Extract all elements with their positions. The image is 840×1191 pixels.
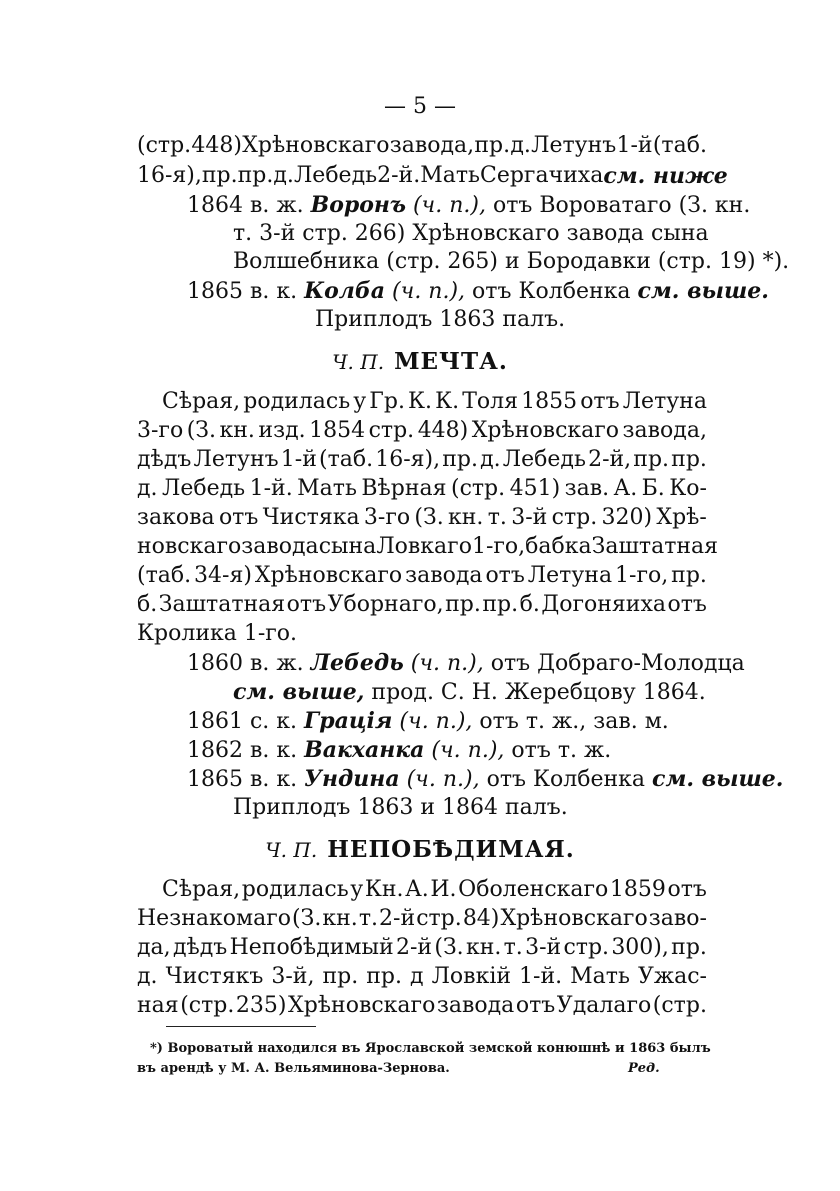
text-line: см. выше, прод. С. Н. Жеребцову 1864. bbox=[233, 679, 706, 705]
text-line: д. Лебедь 1-й. Мать Вѣрная (стр. 451) зав. А. Б. Ко- bbox=[137, 476, 707, 501]
foal-entry: 1864 в. ж. Воронъ (ч. п.), отъ Вороватаго (З. кн. bbox=[187, 192, 751, 218]
text-line: дѣдъ Летунъ 1-й (таб. 16-я), пр. д. Лебедь 2-й, пр. пр. bbox=[137, 447, 707, 472]
section-heading: Ч. П. МЕЧТА. bbox=[332, 348, 508, 375]
text-line: закова отъ Чистяка 3-го (З. кн. т. 3-й стр. 320) Хрѣ- bbox=[137, 505, 707, 530]
text-line: 3-го (З. кн. изд. 1854 стр. 448) Хрѣновскаго завода, bbox=[137, 418, 707, 443]
text-line: новскаго завода сына Ловкаго 1-го, бабка Заштатная bbox=[137, 534, 719, 559]
text-line: Волшебника (стр. 265) и Бородавки (стр. 19) *). bbox=[233, 249, 790, 274]
foal-entry: 1865 в. к. Ундина (ч. п.), отъ Колбенка см. выше. bbox=[187, 766, 784, 792]
foal-entry: 1862 в. к. Вакханка (ч. п.), отъ т. ж. bbox=[187, 737, 612, 763]
text-line: Сѣрая, родилась у Кн. А. И. Оболенскаго 1859 отъ bbox=[162, 877, 707, 902]
footnote-line: *) Вороватый находился въ Ярославской земской конюшнѣ и 1863 былъ bbox=[150, 1041, 711, 1056]
footnote-editor-mark: Ред. bbox=[628, 1061, 660, 1076]
foal-name: Грація bbox=[304, 708, 393, 734]
text-line: Кролика 1-го. bbox=[137, 621, 298, 646]
footnote-divider bbox=[166, 1026, 316, 1027]
foal-entry: 1860 в. ж. Лебедь (ч. п.), отъ Добраго-Молодца bbox=[187, 650, 745, 676]
foal-entry: 1861 с. к. Грація (ч. п.), отъ т. ж., зав. м. bbox=[187, 708, 669, 734]
text-line: д. Чистякъ 3-й, пр. пр. д Ловкій 1-й. Мать Ужас- bbox=[137, 964, 707, 989]
litter-note: Приплодъ 1863 и 1864 палъ. bbox=[233, 795, 568, 820]
text-line: (таб. 34-я) Хрѣновскаго завода отъ Летуна 1-го, пр. bbox=[137, 563, 707, 588]
text-line: Сѣрая, родилась у Гр. К. К. Толя 1855 отъ Летуна bbox=[162, 389, 707, 414]
text-line: т. 3-й стр. 266) Хрѣновскаго завода сына bbox=[233, 221, 709, 246]
text-line: б. Заштатная отъ Уборнаго, пр. пр. б. Догоняиха отъ bbox=[137, 592, 707, 617]
page-number: — 5 — bbox=[384, 94, 456, 119]
text-line: да, дѣдъ Непобѣдимый 2-й (З. кн. т. 3-й стр. 300), пр. bbox=[137, 935, 707, 960]
litter-note: Приплодъ 1863 палъ. bbox=[315, 307, 566, 332]
text-line: (стр. 448) Хрѣновскаго завода, пр. д. Летунъ 1-й (таб. bbox=[137, 133, 707, 158]
text-line: ная (стр. 235) Хрѣновскаго завода отъ Удалаго (стр. bbox=[137, 993, 707, 1018]
text-line: 16-я), пр. пр. д. Лебедь 2-й. Мать Сергачиха см. ниже bbox=[137, 163, 728, 189]
footnote-line: въ арендѣ у М. А. Вельяминова-Зернова. bbox=[137, 1061, 450, 1076]
foal-name: Вакханка bbox=[304, 737, 425, 763]
foal-entry: 1865 в. к. Колба (ч. п.), отъ Колбенка см. выше. bbox=[187, 278, 769, 304]
text-line: Незнакомаго (З. кн. т. 2-й стр. 84) Хрѣновскаго заво- bbox=[137, 906, 707, 931]
foal-name: Лебедь bbox=[310, 650, 404, 676]
foal-name: Воронъ bbox=[310, 192, 406, 218]
section-heading: Ч. П. НЕПОБѢДИМАЯ. bbox=[265, 836, 575, 863]
foal-name: Колба bbox=[304, 278, 386, 304]
foal-name: Ундина bbox=[304, 766, 400, 792]
